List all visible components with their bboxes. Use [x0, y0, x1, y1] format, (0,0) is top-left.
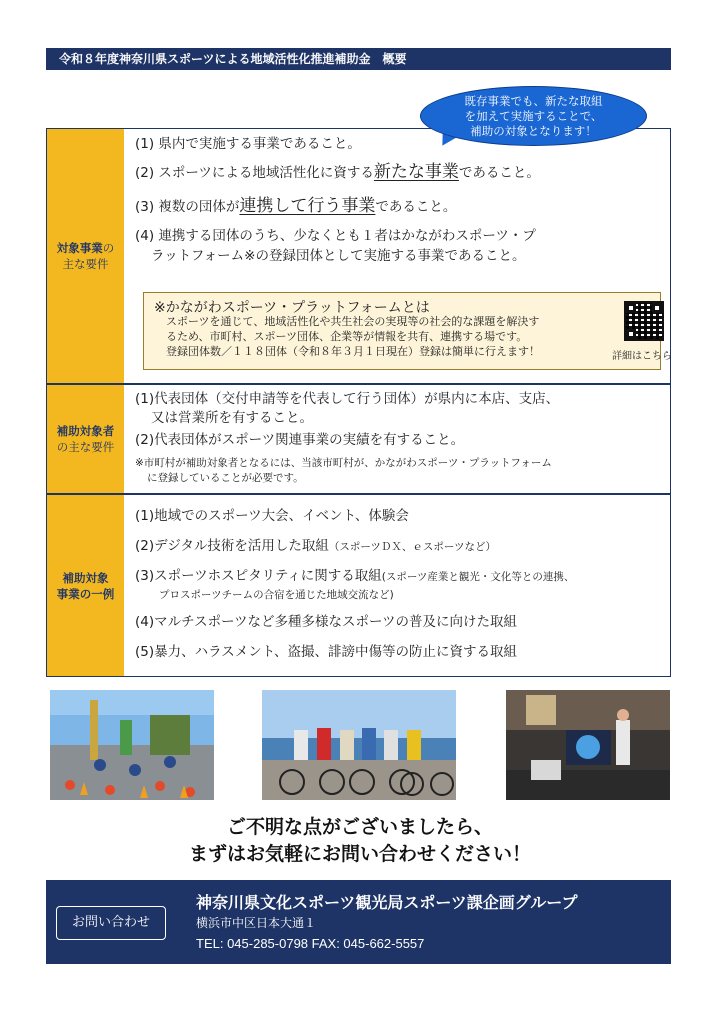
item-text: 連携する団体のうち、少なくとも１者はかながわスポーツ・プ — [158, 228, 536, 244]
item-number: (1) — [135, 508, 155, 524]
call-to-action — [0, 814, 720, 868]
contact-tag: お問い合わせ — [56, 906, 166, 940]
item-text: 県内で実施する事業であること。 — [158, 136, 361, 152]
item-text: スポーツによる地域活性化に資する — [158, 165, 374, 181]
list-item — [135, 537, 496, 556]
item-number: (2) — [135, 165, 155, 181]
label-weak: の主な要件 — [56, 440, 115, 454]
list-item — [135, 390, 559, 408]
list-item — [135, 135, 361, 153]
item-note: (スポーツ産業と観光・文化等との連携、 — [381, 571, 575, 583]
item-text: 代表団体がスポーツ関連事業の実績を有すること。 — [154, 432, 465, 448]
photo-kids-bike-event — [50, 690, 214, 800]
callout-line: 補助の対象となります！ — [470, 123, 597, 138]
item-text: スポーツホスピタリティに関する取組 — [154, 568, 382, 584]
item-text-continued: ラットフォーム※の登録団体として実施する事業であること。 — [151, 248, 526, 264]
list-item — [135, 431, 464, 449]
item-text: であること。 — [375, 199, 457, 215]
callout-line: を加えて実施することで、 — [464, 108, 603, 123]
platform-description: るため、市町村、スポーツ団体、企業等が情報を共有、連携する場です。 — [166, 330, 528, 343]
item-emphasis: 新たな事業 — [373, 162, 459, 182]
callout-line: 既存事業でも、新たな取組 — [464, 93, 603, 108]
item-number: (2) — [135, 432, 155, 448]
platform-description: 登録団体数／１１８団体（令和８年３月１日現在）登録は簡単に行えます！ — [166, 345, 540, 358]
item-emphasis: 連携して行う事業 — [239, 196, 376, 216]
item-number: (1) — [135, 136, 155, 152]
list-item — [135, 643, 517, 661]
item-note: （スポーツＤＸ、ｅスポーツなど） — [328, 541, 496, 553]
platform-info-box — [143, 292, 672, 370]
item-text: であること。 — [458, 165, 540, 181]
item-text: 代表団体（交付申請等を代表して行う団体）が県内に本店、支店、 — [154, 391, 560, 407]
callout-bubble — [420, 86, 647, 146]
item-note-continued: プロスポーツチームの合宿を通じた地域交流など) — [159, 589, 394, 601]
contact-footer — [46, 880, 671, 964]
item-number: (3) — [135, 568, 155, 584]
list-item — [135, 197, 456, 216]
section-label — [47, 129, 124, 383]
department-name: 神奈川県文化スポーツ観光局スポーツ課企画グループ — [196, 893, 578, 912]
item-text: 複数の団体が — [158, 199, 240, 215]
label-line: 補助対象 — [62, 570, 109, 585]
cta-line: まずはお気軽にお問い合わせください！ — [188, 843, 531, 865]
section-label — [47, 385, 124, 493]
list-item — [135, 163, 540, 182]
list-item — [135, 227, 536, 245]
item-number: (4) — [135, 614, 155, 630]
section-target-business — [46, 128, 671, 384]
label-connector: の — [102, 241, 115, 255]
item-number: (1) — [135, 391, 155, 407]
phone-fax: TEL: 045-285-0798 FAX: 045-662-5557 — [196, 936, 425, 951]
label-weak: 主な要件 — [62, 257, 109, 271]
qr-caption: 詳細はこちら — [612, 351, 672, 362]
list-item — [135, 613, 517, 631]
platform-title: ※かながわスポーツ・プラットフォームとは — [154, 300, 430, 316]
list-item — [135, 507, 409, 525]
item-number: (4) — [135, 228, 155, 244]
item-text: 地域でのスポーツ大会、イベント、体験会 — [154, 508, 409, 524]
section-label — [47, 495, 124, 676]
item-text: マルチスポーツなど多種多様なスポーツの普及に向けた取組 — [154, 614, 518, 630]
label-strong: 対象事業 — [56, 241, 103, 255]
item-text: デジタル技術を活用した取組 — [154, 538, 329, 554]
platform-description: スポーツを通じて、地域活性化や共生社会の実現等の社会的な課題を解決す — [166, 315, 540, 328]
photo-cyclists-group — [262, 690, 456, 800]
note: ※市町村が補助対象者となるには、当該市町村が、かながわスポーツ・プラットフォーム — [135, 457, 552, 469]
item-text-continued: 又は営業所を有すること。 — [151, 410, 313, 426]
label-line: 事業の一例 — [56, 586, 115, 601]
item-number: (5) — [135, 644, 155, 660]
section-examples — [46, 494, 671, 677]
cta-line: ご不明な点がございましたら、 — [226, 816, 493, 838]
page-title: 令和８年度神奈川県スポーツによる地域活性化推進補助金 概要 — [46, 48, 671, 70]
item-number: (2) — [135, 538, 155, 554]
list-item — [135, 567, 574, 586]
photo-esports-booth — [506, 690, 670, 800]
item-number: (3) — [135, 199, 155, 215]
note: に登録していることが必要です。 — [147, 472, 304, 484]
section-recipients — [46, 384, 671, 494]
item-text: 暴力、ハラスメント、盗撮、誹謗中傷等の防止に資する取組 — [154, 644, 518, 660]
address: 横浜市中区日本大通１ — [196, 916, 317, 930]
qr-code-icon[interactable] — [624, 301, 664, 341]
label-strong: 補助対象者 — [56, 424, 115, 438]
